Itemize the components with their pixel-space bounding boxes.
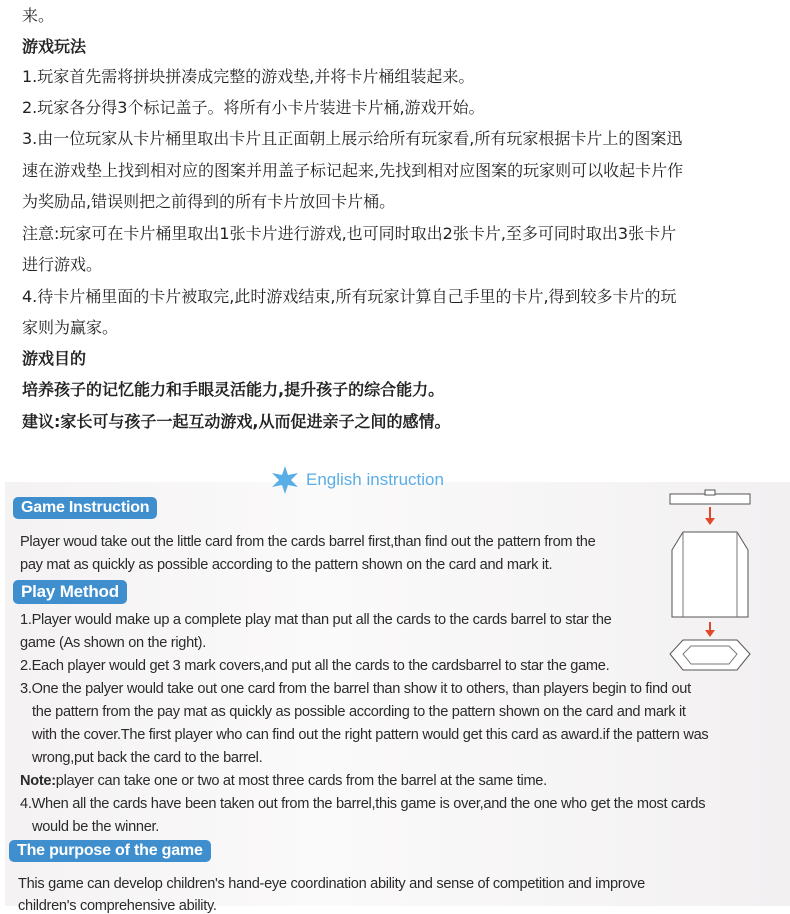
english-header-label: English instruction xyxy=(306,470,444,489)
text-line: with the cover.The first player who can find out the right pattern would get this card as award.if the pattern was xyxy=(32,727,709,743)
text-line: 建议:家长可与孩子一起互动游戏,从而促进亲子之间的感情。 xyxy=(22,412,451,431)
game-instruction-title: Game Instruction xyxy=(13,497,157,519)
text-line: 1.玩家首先需将拼块拼凑成完整的游戏垫,并将卡片桶组装起来。 xyxy=(22,67,475,86)
text-line: 3.由一位玩家从卡片桶里取出卡片且正面朝上展示给所有玩家看,所有玩家根据卡片上的图案迅 xyxy=(22,129,683,148)
note-line xyxy=(20,773,547,789)
text-line: 4.待卡片桶里面的卡片被取完,此时游戏结束,所有玩家计算自己手里的卡片,得到较多卡片的玩 xyxy=(22,287,677,306)
text-line: wrong,put back the card to the barrel. xyxy=(32,750,263,766)
note-label: Note: xyxy=(20,773,56,789)
text-line: 培养孩子的记忆能力和手眼灵活能力,提升孩子的综合能力。 xyxy=(22,380,445,399)
text-line: 3.One the palyer would take out one card from the barrel than show it to others, than players begin to find out xyxy=(20,681,691,697)
text-line: game (As shown on the right). xyxy=(20,635,206,651)
text-line: 来。 xyxy=(22,6,55,25)
text-line: 4.When all the cards have been taken out from the barrel,this game is over,and the one who get the most cards xyxy=(20,796,706,812)
text-line: children's comprehensive ability. xyxy=(18,898,217,914)
barrel-assembly-illustration xyxy=(665,482,765,682)
text-line: pay mat as quickly as possible according to the pattern shown on the card and mark it. xyxy=(20,557,553,573)
text-line: 为奖励品,错误则把之前得到的所有卡片放回卡片桶。 xyxy=(22,192,396,211)
text-line: 进行游戏。 xyxy=(22,255,103,274)
text-line: 1.Player would make up a complete play mat than put all the cards to the cards barrel to star the xyxy=(20,612,612,628)
text-line: 注意:玩家可在卡片桶里取出1张卡片进行游戏,也可同时取出2张卡片,至多可同时取出3张卡片 xyxy=(22,224,677,243)
text-line: 2.玩家各分得3个标记盖子。将所有小卡片装进卡片桶,游戏开始。 xyxy=(22,98,485,117)
purpose-title: The purpose of the game xyxy=(9,840,211,862)
text-line: 2.Each player would get 3 mark covers,and put all the cards to the cardsbarrel to star the game. xyxy=(20,658,610,674)
note-text: player can take one or two at most three cards from the barrel at the same time. xyxy=(55,773,547,789)
heading-purpose: 游戏目的 xyxy=(22,349,87,368)
heading-play: 游戏玩法 xyxy=(22,37,87,56)
text-line: the pattern from the pay mat as quickly as possible according to the pattern shown on the card and mark it xyxy=(32,704,686,720)
text-line: Player woud take out the little card from the cards barrel first,than find out the pattern from the xyxy=(20,534,596,550)
text-line: 家则为赢家。 xyxy=(22,318,119,337)
text-line: This game can develop children's hand-eye coordination ability and sense of competition and improve xyxy=(18,876,645,892)
english-header xyxy=(270,465,444,495)
play-method-title: Play Method xyxy=(13,580,127,604)
text-line: 速在游戏垫上找到相对应的图案并用盖子标记起来,先找到相对应图案的玩家则可以收起卡片作 xyxy=(22,161,684,180)
text-line: would be the winner. xyxy=(32,819,160,835)
scanned-manual xyxy=(5,482,790,914)
star-icon xyxy=(270,465,300,495)
